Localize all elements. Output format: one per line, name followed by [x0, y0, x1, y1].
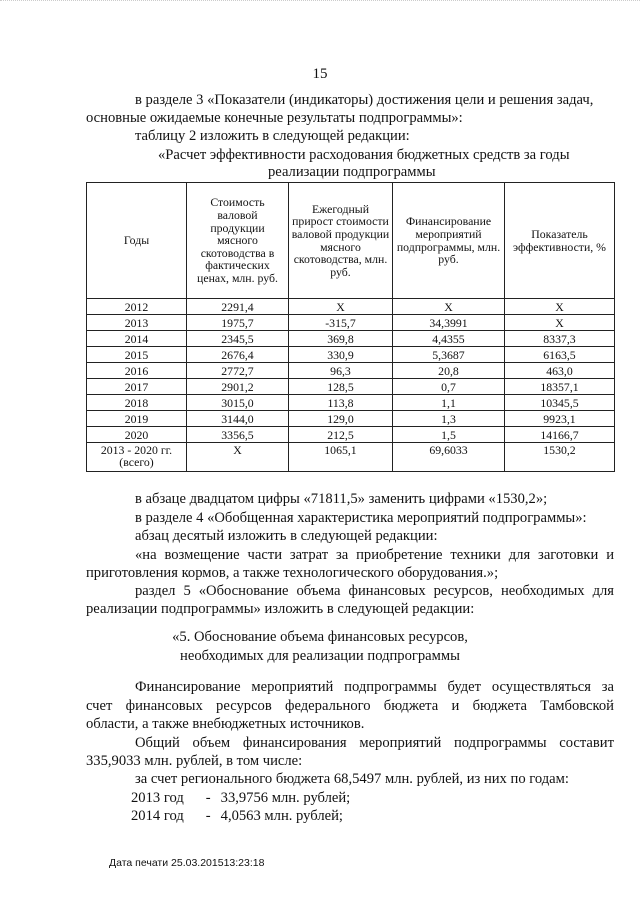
cell-gross-output: 2901,2 — [187, 379, 289, 395]
year-dash: - — [205, 790, 211, 806]
cell-annual-growth: 113,8 — [289, 395, 393, 411]
cell-annual-growth: 128,5 — [289, 379, 393, 395]
cell-gross-output: 2345,5 — [187, 331, 289, 347]
year-dash: - — [205, 808, 211, 824]
year-amount: 33,9756 млн. рублей; — [220, 790, 351, 806]
section-heading-line-1: «5. Обоснование объема финансовых ресурсов, — [172, 629, 468, 645]
table-title-line-1: «Расчет эффективности расходования бюджетных средств за годы — [158, 147, 570, 163]
cell-total-growth: 1065,1 — [289, 443, 393, 472]
scan-edge-marks — [0, 0, 640, 7]
year-label: 2014 год — [131, 808, 184, 824]
cell-year: 2018 — [87, 395, 187, 411]
header-years: Годы — [87, 183, 187, 299]
cell-efficiency: 6163,5 — [505, 347, 615, 363]
table-row — [87, 315, 615, 331]
section-paragraph-3: за счет регионального бюджета 68,5497 млн. рублей, из них по годам: — [135, 771, 569, 787]
table-title-line-2: реализации подпрограммы — [268, 164, 436, 180]
cell-gross-output: 3144,0 — [187, 411, 289, 427]
cell-financing: Х — [393, 299, 505, 315]
cell-year: 2012 — [87, 299, 187, 315]
table-row — [87, 331, 615, 347]
cell-financing: 4,4355 — [393, 331, 505, 347]
table-header-row — [87, 183, 615, 299]
cell-year: 2013 — [87, 315, 187, 331]
cell-efficiency: 10345,5 — [505, 395, 615, 411]
cell-financing: 34,3991 — [393, 315, 505, 331]
section-paragraph-1-line-2: счет финансовых ресурсов федерального бюджета и бюджета Тамбовской — [86, 698, 614, 714]
cell-efficiency: Х — [505, 315, 615, 331]
body-paragraph-3: абзац десятый изложить в следующей редакции: — [135, 528, 438, 544]
section-paragraph-1-line-3: области, а также внебюджетных источников. — [86, 716, 365, 732]
cell-financing: 1,3 — [393, 411, 505, 427]
cell-annual-growth: 212,5 — [289, 427, 393, 443]
body-paragraph-4-line-1: «на возмещение части затрат за приобретение техники для заготовки и — [135, 547, 614, 563]
cell-financing: 0,7 — [393, 379, 505, 395]
cell-efficiency: 14166,7 — [505, 427, 615, 443]
body-paragraph-1: в абзаце двадцатом цифры «71811,5» заменить цифрами «1530,2»; — [135, 491, 548, 507]
cell-financing: 1,1 — [393, 395, 505, 411]
cell-gross-output: 3356,5 — [187, 427, 289, 443]
table-row — [87, 363, 615, 379]
section-heading-line-2: необходимых для реализации подпрограммы — [180, 648, 460, 664]
cell-efficiency: 463,0 — [505, 363, 615, 379]
cell-year: 2017 — [87, 379, 187, 395]
section-paragraph-1-line-1: Финансирование мероприятий подпрограммы будет осуществляться за — [135, 679, 614, 695]
cell-gross-output: 3015,0 — [187, 395, 289, 411]
cell-year: 2016 — [87, 363, 187, 379]
cell-efficiency: 18357,1 — [505, 379, 615, 395]
body-paragraph-4-line-2: приготовления кормов, а также технологического оборудования.»; — [86, 565, 499, 581]
cell-annual-growth: 129,0 — [289, 411, 393, 427]
table-row — [87, 411, 615, 427]
cell-efficiency: 9923,1 — [505, 411, 615, 427]
body-paragraph-5-line-2: реализации подпрограммы» изложить в следующей редакции: — [86, 601, 475, 617]
header-financing: Финансирование мероприятий подпрограммы, млн. руб. — [393, 183, 505, 299]
year-line-2013 — [131, 790, 350, 807]
header-gross-output: Стоимость валовой продукции мясного скотоводства в фактических ценах, млн. руб. — [187, 183, 289, 299]
cell-annual-growth: 96,3 — [289, 363, 393, 379]
intro-line-2: основные ожидаемые конечные результаты подпрограммы»: — [86, 110, 463, 126]
intro-line-3: таблицу 2 изложить в следующей редакции: — [135, 128, 410, 144]
cell-annual-growth: Х — [289, 299, 393, 315]
table-row — [87, 395, 615, 411]
section-paragraph-2-line-1: Общий объем финансирования мероприятий подпрограммы составит — [135, 735, 614, 751]
cell-year: 2020 — [87, 427, 187, 443]
cell-total-financing: 69,6033 — [393, 443, 505, 472]
cell-total-efficiency: 1530,2 — [505, 443, 615, 472]
header-efficiency: Показатель эффективности, % — [505, 183, 615, 299]
year-amount: 4,0563 млн. рублей; — [220, 808, 343, 824]
table-row — [87, 427, 615, 443]
table-row — [87, 347, 615, 363]
cell-gross-output: 2676,4 — [187, 347, 289, 363]
cell-efficiency: 8337,3 — [505, 331, 615, 347]
intro-line-1: в разделе 3 «Показатели (индикаторы) достижения цели и решения задач, — [135, 92, 594, 108]
cell-gross-output: 2772,7 — [187, 363, 289, 379]
cell-year: 2015 — [87, 347, 187, 363]
table-row — [87, 299, 615, 315]
year-label: 2013 год — [131, 790, 184, 806]
cell-annual-growth: 369,8 — [289, 331, 393, 347]
table-total-row — [87, 443, 615, 472]
cell-financing: 20,8 — [393, 363, 505, 379]
cell-financing: 5,3687 — [393, 347, 505, 363]
cell-annual-growth: 330,9 — [289, 347, 393, 363]
cell-year: 2019 — [87, 411, 187, 427]
print-date-footer: Дата печати 25.03.201513:23:18 — [109, 857, 265, 869]
page-number: 15 — [312, 66, 328, 82]
cell-efficiency: Х — [505, 299, 615, 315]
efficiency-table — [86, 182, 615, 472]
body-paragraph-5-line-1: раздел 5 «Обоснование объема финансовых ресурсов, необходимых для — [135, 583, 614, 599]
year-line-2014 — [131, 808, 343, 825]
cell-financing: 1,5 — [393, 427, 505, 443]
body-paragraph-2: в разделе 4 «Обобщенная характеристика мероприятий подпрограммы»: — [135, 510, 587, 526]
section-paragraph-2-line-2: 335,9033 млн. рублей, в том числе: — [86, 753, 303, 769]
cell-gross-output: 1975,7 — [187, 315, 289, 331]
cell-gross-output: 2291,4 — [187, 299, 289, 315]
cell-total-gross-output: Х — [187, 443, 289, 472]
cell-annual-growth: -315,7 — [289, 315, 393, 331]
cell-year: 2014 — [87, 331, 187, 347]
table-row — [87, 379, 615, 395]
cell-total-label: 2013 - 2020 гг. (всего) — [87, 443, 187, 472]
header-annual-growth: Ежегодный прирост стоимости валовой продукции мясного скотоводства, млн. руб. — [289, 183, 393, 299]
